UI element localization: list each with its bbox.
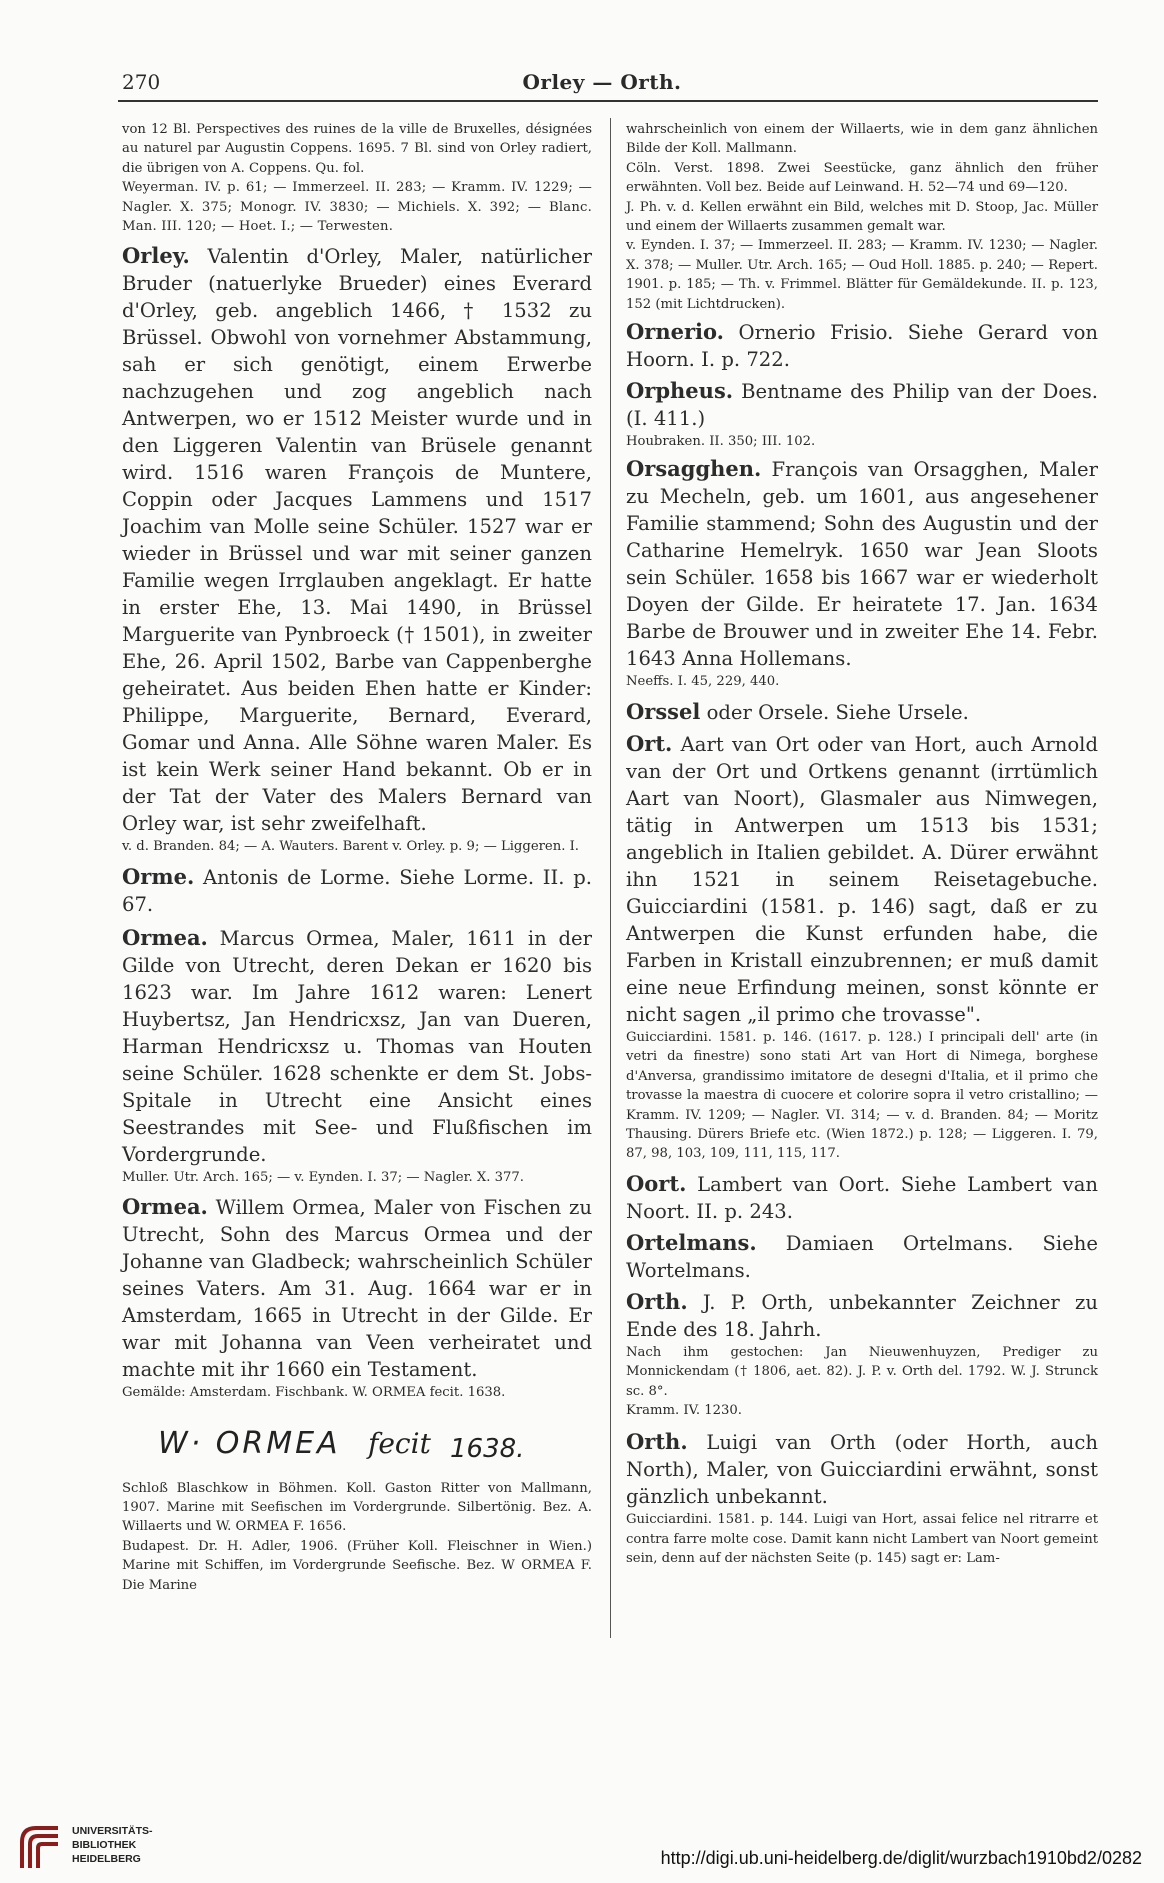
left-column xyxy=(122,120,592,1595)
svg-text:fecit: fecit xyxy=(368,1426,431,1460)
entry-text: Marcus Ormea, Maler, 1611 in der Gilde von Utrecht, deren Dekan er 1620 bis 1623 war. Im Jahre 1612 waren: Lenert Huybertsz, Jan Hendricxsz, Jan van Dueren, Harman Hendricxsz u. Thomas van Houten seine Schüler. 1628 schenkte er dem St. Jobs-Spitale in Utrecht eine Ansicht eines Seestrandes mit See- und Flußfischen im Vordergrunde. xyxy=(122,926,592,1166)
library-name-line: UNIVERSITÄTS- xyxy=(72,1825,153,1837)
library-name-line: BIBLIOTHEK xyxy=(72,1839,137,1851)
entry-text: Lambert van Oort. Siehe Lambert van Noort. II. p. 243. xyxy=(626,1172,1098,1223)
paragraph: Cöln. Verst. 1898. Zwei Seestücke, ganz ähnlich den früher erwähnten. Voll bez. Beide auf Leinwand. H. 52—74 und 69—120. xyxy=(626,160,1098,196)
references: Guicciardini. 1581. p. 146. (1617. p. 128.) I principali dell' arte (in vetri da finestre) sono stati Art van Hort di Nimega, borghese d'Anversa, grandissimo imitatore de desegni d'Italia, et il primo che trovasse la maestra di cuocere et colorire sopra il vetro cristallino; — Kramm. IV. 1209; — Nagler. VI. 314; — v. d. Branden. 84; — Moritz Thausing. Dürers Briefe etc. (Wien 1872.) p. 128; — Liggeren. I. 79, 87, 98, 103, 109, 111, 115, 117. xyxy=(626,1029,1098,1162)
source-url-link[interactable]: http://digi.ub.uni-heidelberg.de/diglit/wurzbach1910bd2/0282 xyxy=(660,1848,1142,1868)
running-title: Orley — Orth. xyxy=(522,70,682,94)
library-logo[interactable] xyxy=(16,1820,216,1875)
entry-ornerio xyxy=(626,318,1098,373)
library-name-line: HEIDELBERG xyxy=(72,1853,141,1865)
entry-heading: Ort. xyxy=(626,730,673,756)
references: Weyerman. IV. p. 61; — Immerzeel. II. 283; — Kramm. IV. 1229; — Nagler. X. 375; Monogr. IV. 3830; — Michiels. X. 392; — Blanc. Man. III. 120; — Hoet. I.; — Terwesten. xyxy=(122,180,592,235)
entry-text: J. P. Orth, unbekannter Zeichner zu Ende des 18. Jahrh. xyxy=(626,1290,1098,1341)
entry-heading: Ornerio. xyxy=(626,319,724,345)
svg-text:1638.: 1638. xyxy=(450,1433,525,1464)
paragraph: von 12 Bl. Perspectives des ruines de la ville de Bruxelles, désignées au naturel par Augustin Coppens. 1695. 7 Bl. sind von Orley radiert, die übrigen von A. Coppens. Qu. fol. xyxy=(122,122,592,176)
entry-text: Antonis de Lorme. Siehe Lorme. II. p. 67. xyxy=(122,865,592,916)
references: Kramm. IV. 1230. xyxy=(626,1402,742,1418)
svg-text:W· ORMEA: W· ORMEA xyxy=(158,1425,341,1461)
entry-heading: Ormea. xyxy=(122,1194,208,1220)
signature-image xyxy=(158,1415,558,1471)
entry-text: Damiaen Ortelmans. Siehe Wortelmans. xyxy=(626,1231,1098,1282)
entry-orsagghen xyxy=(626,455,1098,672)
entry-heading: Orsagghen. xyxy=(626,456,762,482)
entry-orth-jp xyxy=(626,1288,1098,1343)
entry-text: Aart van Ort oder van Hort, auch Arnold van der Ort und Ortkens genannt (irrtümlich Aart van Noort), Glasmaler aus Nimwegen, tätig in Antwerpen um 1513 bis 1531; angeblich in Italien gebildet. A. Dürer erwähnt ihn 1521 in seinem Reisetagebuche. Guicciardini (1581. p. 146) sagt, daß er zu Antwerpen die Kunst erfunden habe, die Farben in Kristall einzubrennen; er muß damit eine neue Erfindung meinen, sonst könnte er nicht sagen „il primo che trovasse". xyxy=(626,732,1098,1026)
entry-orssel xyxy=(626,698,1098,726)
entry-orley xyxy=(122,242,592,837)
right-column xyxy=(626,120,1098,1569)
paragraph: Budapest. Dr. H. Adler, 1906. (Früher Koll. Fleischner in Wien.) Marine mit Schiffen, im Vordergrunde Seefische. Bez. W ORMEA F. Die Marine xyxy=(122,1538,592,1593)
entry-text: François van Orsagghen, Maler zu Mecheln, geb. um 1601, aus angesehener Familie stammend; Sohn des Augustin und der Catharine Hemelryk. 1650 war Jean Sloots sein Schüler. 1658 bis 1667 war er wiederholt Doyen der Gilde. Er heiratete 17. Jan. 1634 Barbe de Brouwer und in zweiter Ehe 14. Febr. 1643 Anna Hollemans. xyxy=(626,458,1098,671)
paragraph: wahrscheinlich von einem der Willaerts, wie in dem ganz ähnlichen Bilde der Koll. Mallmann. xyxy=(626,122,1098,157)
entry-orth-luigi xyxy=(626,1428,1098,1510)
entry-ortelmans xyxy=(626,1229,1098,1284)
paragraph: Gemälde: Amsterdam. Fischbank. W. ORMEA fecit. 1638. xyxy=(122,1385,506,1401)
entry-heading: Oort. xyxy=(626,1170,687,1196)
entry-orme xyxy=(122,863,592,918)
page-number: 270 xyxy=(122,70,161,94)
references: Houbraken. II. 350; III. 102. xyxy=(626,434,816,450)
entry-heading: Orth. xyxy=(626,1429,688,1455)
entry-heading: Orth. xyxy=(626,1288,688,1314)
entry-text: Luigi van Orth (oder Horth, auch North), Maler, von Guicciardini erwähnt, sonst gänzlich unbekannt. xyxy=(626,1431,1099,1509)
entry-oort xyxy=(626,1170,1098,1225)
entry-text: Bentname des Philip van der Does. (I. 411.) xyxy=(626,380,1098,431)
library-logo-icon xyxy=(16,1822,64,1872)
entry-text: Valentin d'Orley, Maler, natürlicher Bruder (natuerlyke Brueder) eines Everard d'Orley, geb. angeblich 1466, † 1532 zu Brüssel. Obwohl von vornehmer Abstammung, sah er sich genötigt, einem Erwerbe nachzugehen und zog angeblich nach Antwerpen, wo er 1512 Meister wurde und in den Liggeren Valentin van Brüsele genannt wird. 1516 waren François de Muntere, Coppin oder Jacques Lammens und 1517 Joachim van Molle seine Schüler. 1527 war er wieder in Brüssel und war mit seiner ganzen Familie wegen Irrglauben angeklagt. Er hatte in erster Ehe, 13. Mai 1490, in Brüssel Marguerite van Pynbroeck († 1501), in zweiter Ehe, 26. April 1502, Barbe van Cappenberghe geheiratet. Aus beiden Ehen hatte er Kinder: Philippe, Marguerite, Bernard, Everard, Gomar und Anna. Alle Söhne waren Maler. Es ist kein Werk seiner Hand bekannt. Ob er in der Tat der Vater des Malers Bernard van Orley war, ist sehr zweifelhaft. xyxy=(122,245,593,836)
references: v. d. Branden. 84; — A. Wauters. Barent v. Orley. p. 9; — Liggeren. I. xyxy=(122,839,580,855)
references: Muller. Utr. Arch. 165; — v. Eynden. I. 37; — Nagler. X. 377. xyxy=(122,1169,524,1185)
entry-ormea-willem xyxy=(122,1193,592,1383)
header-rule xyxy=(118,100,1098,102)
entry-heading: Ortelmans. xyxy=(626,1229,757,1255)
entry-heading: Orley. xyxy=(122,243,190,269)
paragraph: J. Ph. v. d. Kellen erwähnt ein Bild, welches mit D. Stoop, Jac. Müller und einem der Willaerts zusammen gemalt war. xyxy=(626,199,1098,235)
entry-heading: Orpheus. xyxy=(626,378,734,404)
entry-heading: Ormea. xyxy=(122,924,208,950)
references: Neeffs. I. 45, 229, 440. xyxy=(626,674,780,690)
library-name xyxy=(72,1824,153,1866)
signature-facsimile xyxy=(122,1409,592,1479)
references: Nach ihm gestochen: Jan Nieuwenhuyzen, Prediger zu Monnickendam († 1806, aet. 82). J. P. v. Orth del. 1792. W. J. Strunck sc. 8°. xyxy=(626,1344,1098,1399)
running-header xyxy=(122,70,1082,100)
column-divider xyxy=(610,118,611,1638)
entry-text: Ornerio Frisio. Siehe Gerard von Hoorn. I. p. 722. xyxy=(626,321,1099,372)
entry-heading: Orme. xyxy=(122,863,195,889)
entry-text: Willem Ormea, Maler von Fischen zu Utrecht, Sohn des Marcus Ormea und der Johanne van Gladbeck; wahrscheinlich Schüler seines Vaters. Am 31. Aug. 1664 war er in Amsterdam, 1665 in Utrecht in der Gilde. Er war mit Johanna van Veen verheiratet und machte mit ihr 1660 ein Testament. xyxy=(122,1196,592,1382)
references: v. Eynden. I. 37; — Immerzeel. II. 283; — Kramm. IV. 1230; — Nagler. X. 378; — Muller. Utr. Arch. 165; — Oud Holl. 1885. p. 240; — Repert. 1901. p. 185; — Th. v. Frimmel. Blätter für Gemäldekunde. II. p. 123, 152 (mit Lichtdrucken). xyxy=(626,238,1098,312)
paragraph: Schloß Blaschkow in Böhmen. Koll. Gaston Ritter von Mallmann, 1907. Marine mit Seefischen im Vordergrunde. Silbertönig. Bez. A. Willaerts und W. ORMEA F. 1656. xyxy=(122,1480,592,1535)
entry-orpheus xyxy=(626,377,1098,432)
entry-text: oder Orsele. Siehe Ursele. xyxy=(706,700,969,724)
entry-ormea-marcus xyxy=(122,924,592,1168)
entry-heading: Orssel xyxy=(626,698,701,724)
references: Guicciardini. 1581. p. 144. Luigi van Hort, assai felice nel ritrarre et contra farre molte cose. Damit kann nicht Lambert van Noort gemeint sein, denn auf der nächsten Seite (p. 145) sagt er: Lam- xyxy=(626,1512,1098,1567)
entry-ort xyxy=(626,730,1098,1028)
